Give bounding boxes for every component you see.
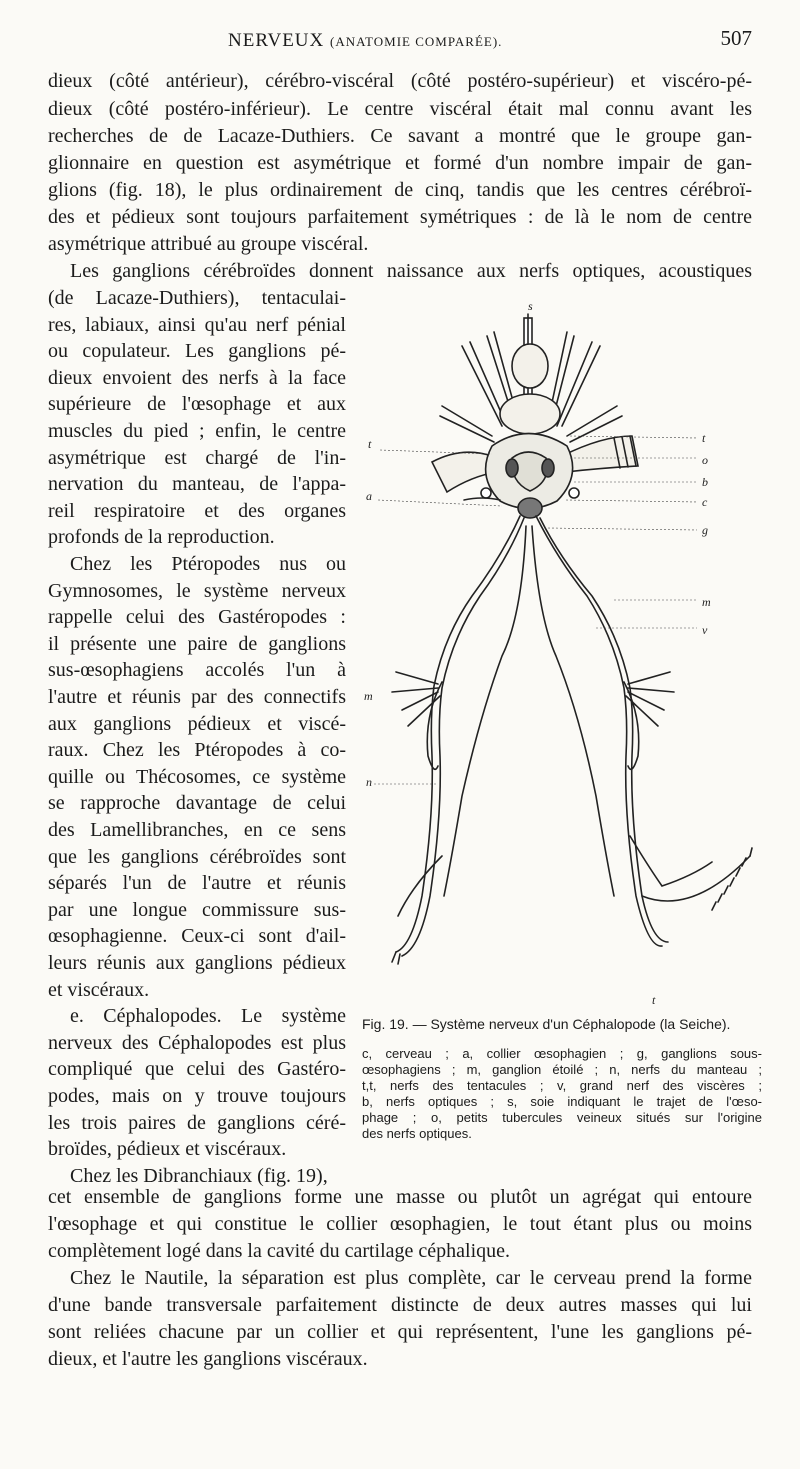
figure-label-v: v	[702, 623, 708, 637]
figure-legend-line: des nerfs optiques.	[362, 1126, 472, 1141]
column-text-line: et viscéraux.	[48, 978, 150, 1001]
column-text-line: séparés l'un de l'autre et réunis	[48, 872, 346, 895]
column-text-line: e. Céphalopodes. Le système	[70, 1005, 346, 1028]
column-text-line: dieux envoient des nerfs à la face	[48, 366, 346, 389]
column-text-line: il présente une paire de ganglions	[48, 632, 346, 655]
text-line: d'une bande transversale parfaitement distincte de deux autres masses qui lui	[48, 1294, 752, 1316]
column-text-line: profonds de la reproduction.	[48, 526, 275, 549]
text-line: Chez le Nautile, la séparation est plus complète, car le cerveau prend la forme	[70, 1267, 752, 1289]
column-text-line: quille ou Thécosomes, ce système	[48, 765, 346, 788]
figure-legend-line: phage ; o, petits tubercules veineux situés sur l'origine	[362, 1110, 762, 1125]
figure-label-a: a	[366, 489, 372, 503]
column-text-line: asymétrique est chargé de l'in-	[48, 446, 346, 469]
text-line: des et pédieux sont toujours parfaitement symétriques : de là le nom de centre	[48, 206, 752, 228]
figure-legend-line: c, cerveau ; a, collier œsophagien ; g, ganglions sous-	[362, 1046, 762, 1061]
text-line: dieux (côté antérieur), cérébro-viscéral (côté postéro-supérieur) et viscéro-pé-	[48, 70, 752, 92]
figure-label-b: b	[702, 475, 708, 489]
text-line: dieux, et l'autre les ganglions viscéraux.	[48, 1348, 368, 1370]
figure-legend-line: b, nerfs optiques ; s, soie indiquant le trajet de l'œso-	[362, 1094, 762, 1109]
figure-label-o: o	[702, 453, 708, 467]
column-text-line: rappelle celui des Gastéropodes :	[48, 606, 346, 629]
column-text-line: par une longue commissure sus-	[48, 898, 346, 921]
column-text-line: les trois paires de ganglions céré-	[48, 1111, 346, 1134]
text-line: recherches de de Lacaze-Duthiers. Ce savant a montré que le groupe gan-	[48, 125, 752, 147]
figure-label-t-bottom: t	[652, 993, 656, 1007]
column-text-line: se rapproche davantage de celui	[48, 792, 346, 815]
column-text-line: muscles du pied ; enfin, le centre	[48, 420, 346, 442]
column-text-line: œsophagienne. Ceux-ci sont d'ail-	[48, 925, 346, 948]
column-text-line: compliqué que celui des Gastéro-	[48, 1058, 346, 1081]
text-line: l'œsophage et qui constitue le collier œsophagien, le tout étant plus ou moins	[48, 1213, 752, 1235]
column-text-line: Chez les Ptéropodes nus ou	[70, 553, 346, 575]
figure-legend-line: œsophagiens ; m, ganglion étoilé ; n, nerfs du manteau ;	[362, 1062, 762, 1077]
column-text-line: sus-œsophagiens accolés l'un à	[48, 659, 346, 682]
column-text-line: leurs réunis aux ganglions pédieux	[48, 952, 346, 974]
figure-label-n: n	[366, 775, 372, 789]
text-line: complètement logé dans la cavité du cartilage céphalique.	[48, 1240, 511, 1262]
figure-label-c: c	[702, 495, 708, 509]
page-number: 507	[720, 26, 752, 50]
column-text-line: Chez les Dibranchiaux (fig. 19),	[70, 1164, 328, 1187]
text-line: asymétrique attribué au groupe viscéral.	[48, 233, 369, 255]
column-text-line: aux ganglions pédieux et viscé-	[48, 712, 346, 735]
text-line: sont reliées chacune par un collier et qui représentent, l'une les ganglions pé-	[48, 1321, 752, 1343]
text-line: glions (fig. 18), le plus ordinairement de cinq, tandis que les centres cérébroï-	[48, 179, 752, 201]
figure-caption-title: Fig. 19. — Système nerveux d'un Céphalopode (la Seiche).	[362, 1016, 731, 1032]
figure-label-m-left: m	[364, 689, 373, 703]
text-line: cet ensemble de ganglions forme une masse ou plutôt un agrégat qui entoure	[48, 1186, 752, 1208]
figure-legend-line: t,t, nerfs des tentacules ; v, grand nerf des viscères ;	[362, 1078, 762, 1093]
column-text-line: (de Lacaze-Duthiers), tentaculai-	[48, 287, 346, 309]
figure-label-t-right: t	[702, 431, 706, 445]
column-text-line: res, labiaux, ainsi qu'au nerf pénial	[48, 313, 346, 336]
text-line: Les ganglions cérébroïdes donnent naissance aux nerfs optiques, acoustiques	[70, 260, 752, 282]
column-text-line: raux. Chez les Ptéropodes à co-	[48, 739, 346, 762]
figure-label-g: g	[702, 523, 708, 537]
column-text-line: broïdes, pédieux et viscéraux.	[48, 1138, 287, 1161]
column-text-line: que les ganglions cérébroïdes sont	[48, 845, 346, 868]
column-text-line: des Lamellibranches, en ce sens	[48, 819, 346, 841]
figure-label-t-left: t	[368, 437, 372, 451]
cephalopod-nervous-system-figure	[352, 296, 772, 1012]
column-text-line: nervation du manteau, de l'appa-	[48, 473, 346, 496]
column-text-line: nerveux des Céphalopodes est plus	[48, 1031, 346, 1054]
column-text-line: podes, mais on y trouve toujours	[48, 1085, 346, 1107]
text-line: dieux (côté postéro-inférieur). Le centre viscéral était mal connu avant les	[48, 98, 752, 120]
column-text-line: reil respiratoire et des organes	[48, 499, 346, 522]
figure-label-s: s	[528, 299, 533, 313]
column-text-line: supérieure de l'œsophage et aux	[48, 393, 346, 416]
header-title: NERVEUX (ANATOMIE COMPARÉE).	[228, 30, 503, 51]
text-line: glionnaire en question est asymétrique et formé d'un nombre impair de gan-	[48, 152, 752, 174]
figure-label-m-right: m	[702, 595, 711, 609]
column-text-line: l'autre et réunis par des connectifs	[48, 686, 346, 708]
running-header	[48, 26, 752, 62]
column-text-line: Gymnosomes, le système nerveux	[48, 579, 346, 602]
column-text-line: ou copulateur. Les ganglions pé-	[48, 340, 346, 363]
